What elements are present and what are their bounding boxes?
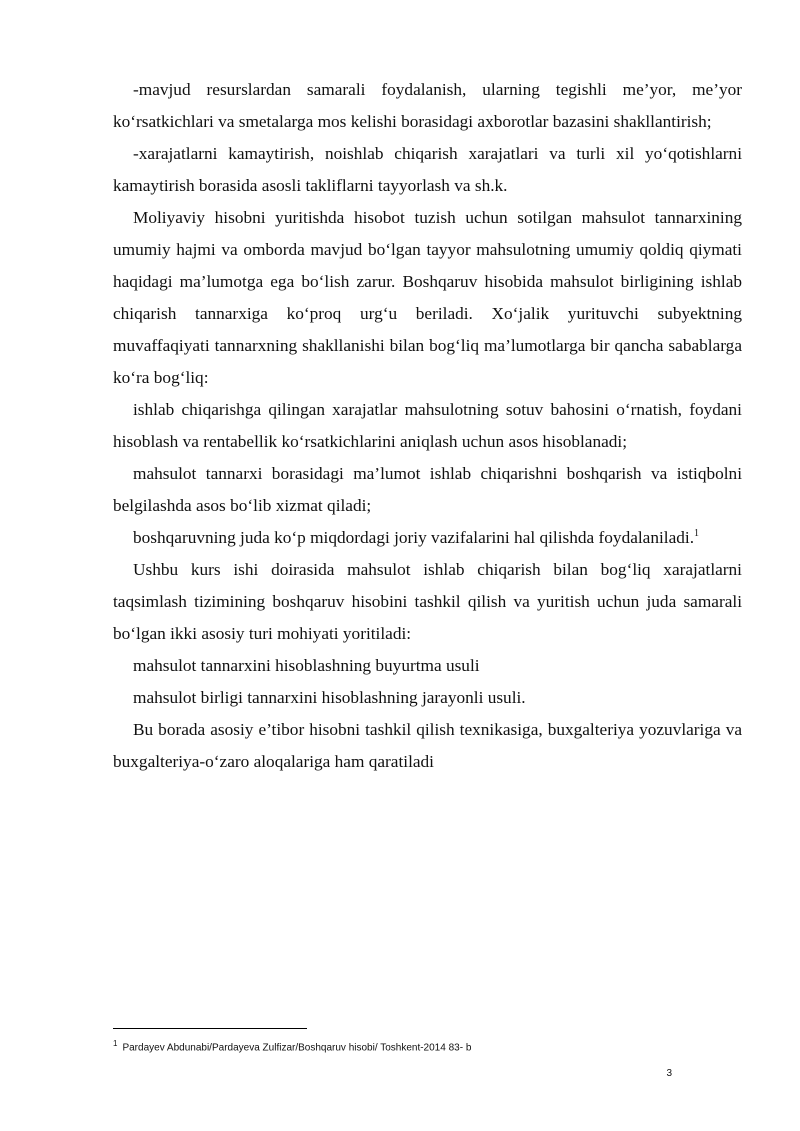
footnote-reference[interactable]: 1	[694, 528, 700, 540]
paragraph-with-footnote	[113, 522, 742, 554]
list-item: mahsulot tannarxini hisoblashning buyurtma usuli	[133, 656, 480, 675]
list-item: mahsulot birligi tannarxini hisoblashning jarayonli usuli.	[133, 688, 526, 707]
paragraph-text: boshqaruvning juda ko‘p miqdordagi joriy vazifalarini hal qilishda foydalaniladi.	[133, 528, 695, 547]
paragraph: Bu borada asosiy e’tibor hisobni tashkil qilish texnikasiga, buxgalteriya yozuvlariga va buxgalteriya-o‘zaro aloqalariga ham qaratiladi	[113, 720, 742, 771]
page-number: 3	[666, 1068, 672, 1079]
paragraph: -xarajatlarni kamaytirish, noishlab chiqarish xarajatlari va turli xil yo‘qotishlarni kamaytirish borasida asosli takliflarni tayyorlash va sh.k.	[113, 144, 742, 195]
footnote	[113, 1039, 742, 1053]
paragraph: Moliyaviy hisobni yuritishda hisobot tuzish uchun sotilgan mahsulot tannarxining umumiy hajmi va omborda mavjud bo‘lgan tayyor mahsulotning umumiy qoldiq qiymati haqidagi ma’lumotga ega bo‘lish zarur. Boshqaruv hisobida mahsulot birligining ishlab chiqarish tannarxiga ko‘proq urg‘u beriladi. Xo‘jalik yurituvchi subyektning muvaffaqiyati tannarxning shakllanishi bilan bog‘liq ma’lumotlarga bir qancha sabablarga ko‘ra bog‘liq:	[113, 208, 742, 387]
paragraph: -mavjud resurslardan samarali foydalanish, ularning tegishli me’yor, me’yor ko‘rsatkichlari va smetalarga mos kelishi borasidagi axborotlar bazasini shakllantirish;	[113, 80, 742, 131]
footnote-text: Pardayev Abdunabi/Pardayeva Zulfizar/Boshqaruv hisobi/ Toshkent-2014 83- b	[122, 1042, 472, 1054]
footnote-divider	[113, 1028, 307, 1029]
paragraph: Ushbu kurs ishi doirasida mahsulot ishlab chiqarish bilan bog‘liq xarajatlarni taqsimlash tizimining boshqaruv hisobini tashkil qilish va yuritish uchun juda samarali bo‘lgan ikki asosiy turi mohiyati yoritiladi:	[113, 560, 742, 643]
paragraph: ishlab chiqarishga qilingan xarajatlar mahsulotning sotuv bahosini o‘rnatish, foydani hisoblash va rentabellik ko‘rsatkichlarini aniqlash uchun asos hisoblanadi;	[113, 400, 742, 451]
body-text	[113, 74, 742, 778]
footnote-number: 1	[113, 1039, 118, 1048]
paragraph: mahsulot tannarxi borasidagi ma’lumot ishlab chiqarishni boshqarish va istiqbolni belgilashda asos bo‘lib xizmat qiladi;	[113, 464, 742, 515]
